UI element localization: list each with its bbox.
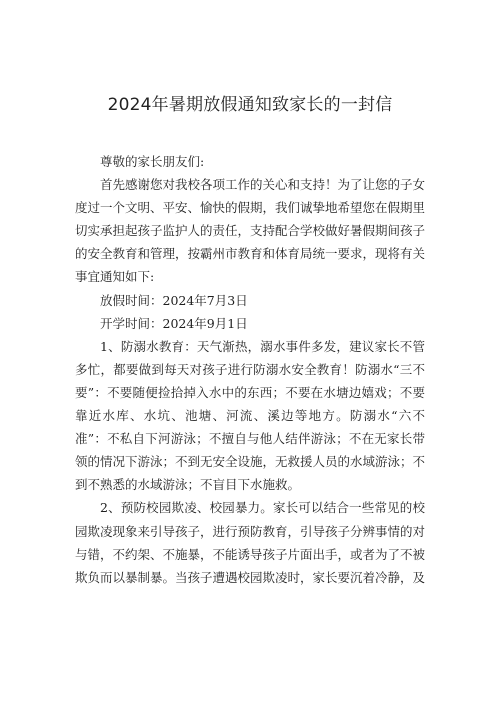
holiday-start-date: 放假时间：2024年7月3日 bbox=[100, 292, 248, 308]
intro-paragraph: 首先感谢您对我校各项工作的关心和支持！为了让您的子女度过一个文明、平安、愉快的假期，我们诚挚地希望您在假期里切实承担起孩子监护人的责任，支持配合学校做好暑假期间孩子的安全教育和管理，按霸州市教育和体育局统一要求，现将有关事宜通知如下: bbox=[75, 177, 426, 285]
school-start-date: 开学时间：2024年9月1日 bbox=[100, 315, 248, 331]
document-body bbox=[75, 150, 425, 589]
salutation: 尊敬的家长朋友们: bbox=[100, 154, 205, 169]
document-title: 2024年暑期放假通知致家长的一封信 bbox=[107, 95, 393, 115]
bullying-prevention-paragraph: 2、预防校园欺凌、校园暴力。家长可以结合一些常见的校园欺凌现象来引导孩子，进行预防教育，引导孩子分辨事情的对与错，不约架、不施暴，不能诱导孩子片面出手，或者为了不被欺负而以暴制暴。当孩子遭遇校园欺凌时，家长要沉着冷静，及 bbox=[75, 500, 426, 585]
drowning-prevention-paragraph: 1、防溺水教育：天气渐热，溺水事件多发，建议家长不管多忙，都要做到每天对孩子进行防溺水安全教育！防溺水“三不要”：不要随便捡拾掉入水中的东西；不要在水塘边嬉戏；不要靠近水库、水坑、池塘、河流、溪边等地方。防溺水“六不准”：不私自下河游泳；不擅自与他人结伴游泳；不在无家长带领的情况下游泳；不到无安全设施，无救援人员的水域游泳；不到不熟悉的水域游泳；不盲目下水施救。 bbox=[75, 338, 426, 493]
